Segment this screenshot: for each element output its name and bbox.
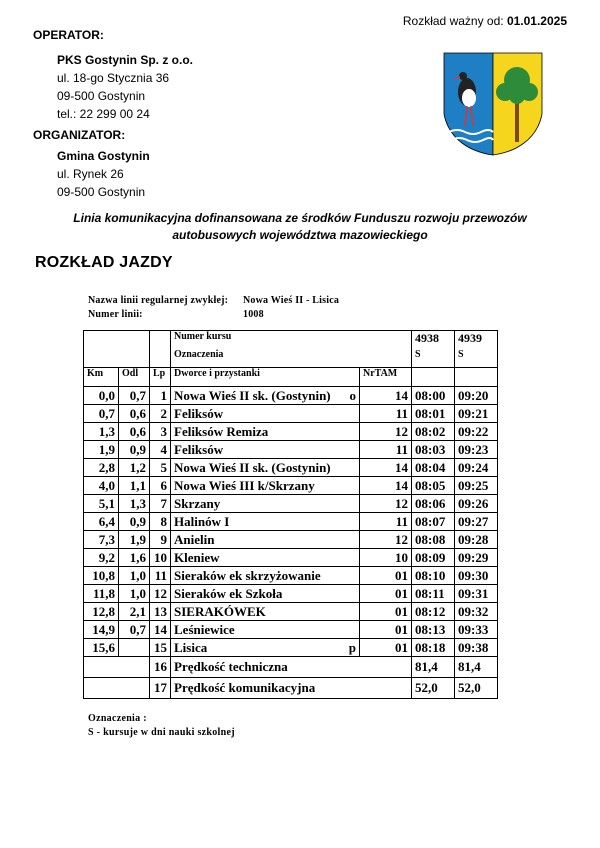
row-lp: 5	[150, 459, 171, 477]
row-stop	[171, 387, 360, 405]
row-km: 0,7	[84, 405, 119, 423]
row-km: 11,8	[84, 585, 119, 603]
row-time-2: 09:38	[455, 639, 498, 657]
organizer-block	[57, 147, 150, 201]
row-stop	[171, 423, 360, 441]
row-time-2: 09:21	[455, 405, 498, 423]
row-km: 6,4	[84, 513, 119, 531]
row-stop	[171, 495, 360, 513]
timetable-body	[84, 387, 498, 657]
valid-from	[403, 14, 567, 28]
row-odl: 1,6	[119, 549, 150, 567]
operator-phone: tel.: 22 299 00 24	[57, 107, 150, 121]
col-odl: Odl	[119, 368, 150, 387]
row-stop-name: Leśniewice	[174, 622, 235, 637]
row-nrtam: 01	[360, 603, 412, 621]
row-time-2: 09:33	[455, 621, 498, 639]
row-stop-name: Sieraków ek skrzyżowanie	[174, 568, 321, 583]
row-stop-name: Nowa Wieś II sk. (Gostynin)	[174, 388, 331, 403]
footer-lp: 16	[150, 657, 171, 678]
row-nrtam: 11	[360, 405, 412, 423]
operator-name: PKS Gostynin Sp. z o.o.	[57, 53, 194, 67]
row-stop-name: Lisica	[174, 640, 208, 655]
row-time-1: 08:00	[412, 387, 455, 405]
table-row	[84, 405, 498, 423]
row-time-2: 09:30	[455, 567, 498, 585]
row-stop-flag: o	[349, 388, 356, 403]
row-time-2: 09:25	[455, 477, 498, 495]
row-stop	[171, 405, 360, 423]
row-time-1: 08:13	[412, 621, 455, 639]
row-nrtam: 01	[360, 639, 412, 657]
row-stop-name: Kleniew	[174, 550, 220, 565]
row-lp: 9	[150, 531, 171, 549]
row-lp: 2	[150, 405, 171, 423]
row-time-2: 09:23	[455, 441, 498, 459]
row-odl: 2,1	[119, 603, 150, 621]
row-time-2: 09:22	[455, 423, 498, 441]
row-time-2: 09:28	[455, 531, 498, 549]
table-row	[84, 603, 498, 621]
row-time-1: 08:03	[412, 441, 455, 459]
footer-value-2: 52,0	[455, 678, 498, 699]
row-nrtam: 01	[360, 567, 412, 585]
col-km: Km	[84, 368, 119, 387]
row-odl: 1,0	[119, 567, 150, 585]
funding-note-line2: autobusowych województwa mazowieckiego	[172, 228, 428, 242]
page-title: ROZKŁAD JAZDY	[35, 254, 173, 271]
operator-block	[57, 51, 193, 123]
row-stop-name: Skrzany	[174, 496, 221, 511]
row-stop	[171, 477, 360, 495]
row-stop-name: Nowa Wieś III k/Skrzany	[174, 478, 315, 493]
row-stop	[171, 603, 360, 621]
row-stop-name: Feliksów	[174, 442, 224, 457]
row-stop	[171, 639, 360, 657]
row-stop-name: Feliksów	[174, 406, 224, 421]
row-nrtam: 11	[360, 513, 412, 531]
row-odl: 0,9	[119, 441, 150, 459]
course-mark-2: S	[455, 349, 498, 368]
valid-from-label: Rozkład ważny od:	[402, 14, 504, 28]
line-name-value: Nowa Wieś II - Lisica	[243, 295, 340, 306]
row-odl: 0,7	[119, 387, 150, 405]
header-course: Numer kursu	[171, 331, 412, 350]
row-time-1: 08:12	[412, 603, 455, 621]
organizer-heading: ORGANIZATOR:	[33, 128, 126, 142]
row-time-1: 08:10	[412, 567, 455, 585]
row-stop-name: Sieraków ek Szkoła	[174, 586, 283, 601]
row-time-2: 09:31	[455, 585, 498, 603]
row-stop	[171, 531, 360, 549]
row-stop-name: Nowa Wieś II sk. (Gostynin)	[174, 460, 331, 475]
course-mark-1: S	[412, 349, 455, 368]
line-number-label: Numer linii:	[88, 309, 143, 320]
row-km: 12,8	[84, 603, 119, 621]
header-marks: Oznaczenia	[171, 349, 412, 368]
row-lp: 8	[150, 513, 171, 531]
row-stop-name: Halinów I	[174, 514, 230, 529]
row-stop-name: SIERAKÓWEK	[174, 604, 266, 619]
row-km: 10,8	[84, 567, 119, 585]
row-nrtam: 12	[360, 423, 412, 441]
row-time-2: 09:27	[455, 513, 498, 531]
row-km: 7,3	[84, 531, 119, 549]
row-nrtam: 01	[360, 585, 412, 603]
footer-value-1: 52,0	[412, 678, 455, 699]
timetable	[83, 330, 498, 699]
line-name-label: Nazwa linii regularnej zwykłej:	[88, 295, 229, 306]
row-odl: 0,9	[119, 513, 150, 531]
organizer-name: Gmina Gostynin	[57, 149, 150, 163]
row-time-2: 09:20	[455, 387, 498, 405]
row-time-1: 08:05	[412, 477, 455, 495]
row-km: 2,8	[84, 459, 119, 477]
row-km: 1,9	[84, 441, 119, 459]
row-odl: 1,9	[119, 531, 150, 549]
row-time-2: 09:26	[455, 495, 498, 513]
row-time-2: 09:32	[455, 603, 498, 621]
row-odl	[119, 639, 150, 657]
funding-note	[40, 210, 560, 244]
row-time-1: 08:07	[412, 513, 455, 531]
row-time-2: 09:24	[455, 459, 498, 477]
organizer-street: ul. Rynek 26	[57, 167, 124, 181]
header-row-columns	[84, 368, 498, 387]
row-nrtam: 14	[360, 459, 412, 477]
row-stop	[171, 567, 360, 585]
row-lp: 14	[150, 621, 171, 639]
row-km: 5,1	[84, 495, 119, 513]
row-stop-name: Feliksów Remiza	[174, 424, 269, 439]
timetable-footer	[84, 657, 498, 699]
row-nrtam: 12	[360, 495, 412, 513]
row-stop-name: Anielin	[174, 532, 215, 547]
row-km: 15,6	[84, 639, 119, 657]
row-km: 14,9	[84, 621, 119, 639]
row-stop	[171, 459, 360, 477]
course-number-1: 4938	[412, 331, 455, 350]
row-time-1: 08:09	[412, 549, 455, 567]
row-stop	[171, 549, 360, 567]
row-time-1: 08:18	[412, 639, 455, 657]
row-nrtam: 14	[360, 477, 412, 495]
row-nrtam: 12	[360, 531, 412, 549]
row-nrtam: 10	[360, 549, 412, 567]
row-km: 4,0	[84, 477, 119, 495]
table-row	[84, 387, 498, 405]
row-odl: 1,2	[119, 459, 150, 477]
operator-city: 09-500 Gostynin	[57, 89, 146, 103]
row-stop	[171, 585, 360, 603]
row-time-2: 09:29	[455, 549, 498, 567]
row-stop	[171, 621, 360, 639]
line-name	[88, 295, 340, 306]
row-odl: 1,0	[119, 585, 150, 603]
table-row	[84, 423, 498, 441]
col-stops: Dworce i przystanki	[171, 368, 360, 387]
table-row	[84, 567, 498, 585]
row-lp: 13	[150, 603, 171, 621]
row-km: 1,3	[84, 423, 119, 441]
row-lp: 11	[150, 567, 171, 585]
operator-heading: OPERATOR:	[33, 28, 104, 42]
table-row	[84, 585, 498, 603]
footer-label: Prędkość techniczna	[171, 657, 412, 678]
row-stop	[171, 441, 360, 459]
col-lp: Lp	[150, 368, 171, 387]
row-km: 0,0	[84, 387, 119, 405]
row-time-1: 08:06	[412, 495, 455, 513]
row-nrtam: 14	[360, 387, 412, 405]
col-nrtam: NrTAM	[360, 368, 412, 387]
table-row	[84, 621, 498, 639]
legend-heading: Oznaczenia :	[88, 713, 147, 724]
table-row	[84, 513, 498, 531]
row-odl: 1,1	[119, 477, 150, 495]
row-stop	[171, 513, 360, 531]
footer-lp: 17	[150, 678, 171, 699]
row-lp: 4	[150, 441, 171, 459]
row-lp: 6	[150, 477, 171, 495]
row-lp: 15	[150, 639, 171, 657]
course-number-2: 4939	[455, 331, 498, 350]
row-time-1: 08:01	[412, 405, 455, 423]
row-lp: 7	[150, 495, 171, 513]
row-odl: 0,7	[119, 621, 150, 639]
row-lp: 12	[150, 585, 171, 603]
row-time-1: 08:08	[412, 531, 455, 549]
table-row	[84, 441, 498, 459]
table-row	[84, 459, 498, 477]
row-odl: 0,6	[119, 405, 150, 423]
row-nrtam: 11	[360, 441, 412, 459]
line-number	[88, 309, 264, 320]
row-nrtam: 01	[360, 621, 412, 639]
row-time-1: 08:11	[412, 585, 455, 603]
legend-s: S - kursuje w dni nauki szkolnej	[88, 727, 235, 738]
footer-row	[84, 657, 498, 678]
operator-street: ul. 18-go Stycznia 36	[57, 71, 170, 85]
row-lp: 3	[150, 423, 171, 441]
line-number-value: 1008	[243, 309, 264, 320]
table-row	[84, 549, 498, 567]
table-row	[84, 495, 498, 513]
organizer-city: 09-500 Gostynin	[57, 185, 146, 199]
header-row-course	[84, 331, 498, 350]
coat-of-arms-icon	[443, 52, 543, 156]
row-lp: 1	[150, 387, 171, 405]
footer-value-2: 81,4	[455, 657, 498, 678]
table-row	[84, 639, 498, 657]
row-time-1: 08:04	[412, 459, 455, 477]
footer-value-1: 81,4	[412, 657, 455, 678]
row-lp: 10	[150, 549, 171, 567]
valid-from-date: 01.01.2025	[506, 14, 567, 28]
table-row	[84, 477, 498, 495]
footer-row	[84, 678, 498, 699]
table-row	[84, 531, 498, 549]
row-km: 9,2	[84, 549, 119, 567]
footer-label: Prędkość komunikacyjna	[171, 678, 412, 699]
row-odl: 1,3	[119, 495, 150, 513]
row-time-1: 08:02	[412, 423, 455, 441]
row-stop-flag: p	[348, 640, 356, 655]
funding-note-line1: Linia komunikacyjna dofinansowana ze środków Funduszu rozwoju przewozów	[73, 211, 527, 225]
row-odl: 0,6	[119, 423, 150, 441]
